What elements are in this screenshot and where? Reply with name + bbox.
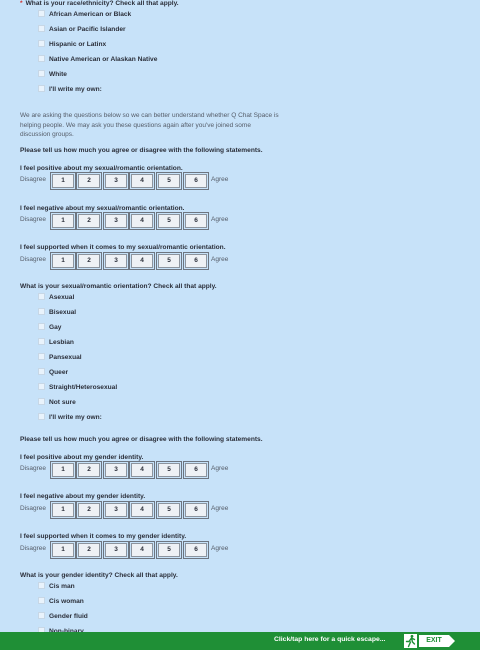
scale-high-label: Agree (211, 216, 229, 223)
race-option-african-american[interactable]: African American or Black (38, 10, 131, 20)
exit-label: EXIT (419, 635, 449, 647)
scale-option-5[interactable]: 5 (158, 254, 180, 268)
instructions-gender: Please tell us how much you agree or disagree with the following statements. (20, 436, 263, 443)
scale-option-6[interactable]: 6 (185, 254, 207, 268)
checkbox[interactable] (38, 413, 45, 420)
scale-high-label: Agree (211, 545, 229, 552)
instructions-orientation: Please tell us how much you agree or disagree with the following statements. (20, 147, 263, 154)
scale-option-3[interactable]: 3 (105, 503, 127, 517)
orientation-option-asexual[interactable]: Asexual (38, 293, 74, 303)
checkbox[interactable] (38, 368, 45, 375)
scale-option-5[interactable]: 5 (158, 174, 180, 188)
scale-option-6[interactable]: 6 (185, 503, 207, 517)
scale-option-3[interactable]: 3 (105, 254, 127, 268)
scale-low-label: Disagree (20, 505, 47, 512)
scale-option-2[interactable]: 2 (78, 174, 100, 188)
scale-low-label: Disagree (20, 545, 47, 552)
scale-option-4[interactable]: 4 (131, 463, 153, 477)
checkbox[interactable] (38, 353, 45, 360)
scale-option-2[interactable]: 2 (78, 214, 100, 228)
statement-negative-gender: I feel negative about my gender identity. (20, 493, 146, 500)
race-option-write-own[interactable]: I'll write my own: (38, 85, 102, 95)
quick-escape-bar[interactable] (0, 632, 480, 650)
scale-option-6[interactable]: 6 (185, 174, 207, 188)
arrow-right-icon (449, 635, 455, 647)
scale-option-4[interactable]: 4 (131, 174, 153, 188)
orientation-question: What is your sexual/romantic orientation? Check all that apply. (20, 283, 217, 290)
scale-low-label: Disagree (20, 176, 47, 183)
checkbox[interactable] (38, 40, 45, 47)
scale-option-6[interactable]: 6 (185, 463, 207, 477)
orientation-option-not-sure[interactable]: Not sure (38, 398, 76, 408)
scale-low-label: Disagree (20, 256, 47, 263)
race-option-native-american[interactable]: Native American or Alaskan Native (38, 55, 157, 65)
scale-option-1[interactable]: 1 (52, 503, 74, 517)
scale-option-1[interactable]: 1 (52, 174, 74, 188)
race-option-hispanic[interactable]: Hispanic or Latinx (38, 40, 106, 50)
scale-option-1[interactable]: 1 (52, 463, 74, 477)
running-man-icon (404, 634, 417, 648)
gender-option-gender-fluid[interactable]: Gender fluid (38, 612, 88, 622)
scale-option-4[interactable]: 4 (131, 214, 153, 228)
scale-high-label: Agree (211, 505, 229, 512)
checkbox[interactable] (38, 338, 45, 345)
scale-low-label: Disagree (20, 465, 47, 472)
scale-option-5[interactable]: 5 (158, 543, 180, 557)
race-option-asian[interactable]: Asian or Pacific Islander (38, 25, 126, 35)
scale-option-2[interactable]: 2 (78, 543, 100, 557)
race-option-white[interactable]: White (38, 70, 67, 80)
checkbox[interactable] (38, 582, 45, 589)
scale-option-4[interactable]: 4 (131, 254, 153, 268)
orientation-option-straight[interactable]: Straight/Heterosexual (38, 383, 117, 393)
scale-option-4[interactable]: 4 (131, 503, 153, 517)
checkbox[interactable] (38, 70, 45, 77)
scale-option-5[interactable]: 5 (158, 214, 180, 228)
gender-option-cis-man[interactable]: Cis man (38, 582, 75, 592)
scale-low-label: Disagree (20, 216, 47, 223)
scale-option-1[interactable]: 1 (52, 254, 74, 268)
statement-negative-orientation: I feel negative about my sexual/romantic orientation. (20, 205, 185, 212)
checkbox[interactable] (38, 55, 45, 62)
scale-option-2[interactable]: 2 (78, 503, 100, 517)
scale-option-4[interactable]: 4 (131, 543, 153, 557)
checkbox[interactable] (38, 308, 45, 315)
orientation-option-lesbian[interactable]: Lesbian (38, 338, 74, 348)
statement-positive-orientation: I feel positive about my sexual/romantic orientation. (20, 165, 183, 172)
scale-option-1[interactable]: 1 (52, 543, 74, 557)
scale-option-6[interactable]: 6 (185, 214, 207, 228)
orientation-option-pansexual[interactable]: Pansexual (38, 353, 82, 363)
checkbox[interactable] (38, 85, 45, 92)
race-question: * What is your race/ethnicity? Check all that apply. (20, 0, 179, 7)
orientation-option-bisexual[interactable]: Bisexual (38, 308, 76, 318)
scale-option-2[interactable]: 2 (78, 254, 100, 268)
orientation-option-queer[interactable]: Queer (38, 368, 68, 378)
gender-question: What is your gender identity? Check all that apply. (20, 572, 178, 579)
scale-option-1[interactable]: 1 (52, 214, 74, 228)
checkbox[interactable] (38, 10, 45, 17)
scale-option-5[interactable]: 5 (158, 503, 180, 517)
checkbox[interactable] (38, 383, 45, 390)
statement-positive-gender: I feel positive about my gender identity. (20, 454, 144, 461)
scale-option-6[interactable]: 6 (185, 543, 207, 557)
checkbox[interactable] (38, 323, 45, 330)
scale-high-label: Agree (211, 176, 229, 183)
intro-paragraph: We are asking the questions below so we can better understand whether Q Chat Space is helping people. We may ask you these questions again after you've joined some discussion groups. (20, 112, 279, 139)
scale-option-5[interactable]: 5 (158, 463, 180, 477)
statement-supported-gender: I feel supported when it comes to my gender identity. (20, 533, 187, 540)
scale-option-2[interactable]: 2 (78, 463, 100, 477)
scale-option-3[interactable]: 3 (105, 543, 127, 557)
required-mark: * (20, 0, 23, 7)
scale-high-label: Agree (211, 465, 229, 472)
checkbox[interactable] (38, 398, 45, 405)
checkbox[interactable] (38, 612, 45, 619)
checkbox[interactable] (38, 597, 45, 604)
scale-option-3[interactable]: 3 (105, 463, 127, 477)
gender-option-cis-woman[interactable]: Cis woman (38, 597, 84, 607)
checkbox[interactable] (38, 25, 45, 32)
scale-option-3[interactable]: 3 (105, 174, 127, 188)
quick-escape-link[interactable]: Click/tap here for a quick escape... (274, 636, 386, 643)
orientation-option-write-own[interactable]: I'll write my own: (38, 413, 102, 423)
scale-high-label: Agree (211, 256, 229, 263)
orientation-option-gay[interactable]: Gay (38, 323, 61, 333)
scale-option-3[interactable]: 3 (105, 214, 127, 228)
checkbox[interactable] (38, 293, 45, 300)
statement-supported-orientation: I feel supported when it comes to my sexual/romantic orientation. (20, 244, 226, 251)
